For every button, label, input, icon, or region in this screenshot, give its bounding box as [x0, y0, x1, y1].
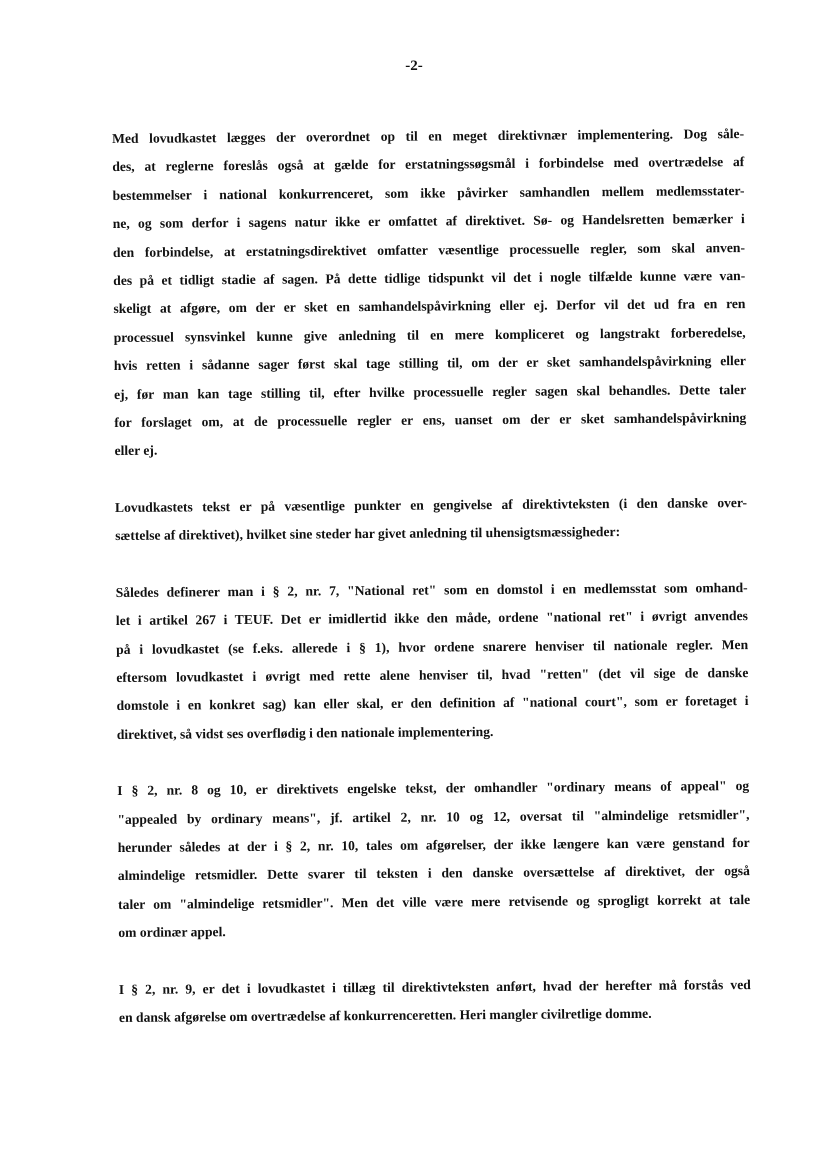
text-line: på i lovudkastet (se f.eks. allerede i § 1), hvor ordene snarere henviser til nationale regler. Men [116, 636, 749, 657]
text-line: I § 2, nr. 9, er det i lovudkastet i tillæg til direktivteksten anført, hvad der herefter må forstås ved [118, 976, 751, 997]
text-line: bestemmelser i national konkurrenceret, som ikke påvirker samhandlen mellem medlemsstater- [112, 182, 745, 203]
text-line: den forbindelse, at erstatningsdirektivet omfatter væsentlige processuelle regler, som skal anven- [112, 239, 746, 260]
text-line: I § 2, nr. 8 og 10, er direktivets engelske tekst, der omhandler "ordinary means of appeal" og [117, 778, 750, 799]
body-text [112, 120, 751, 1060]
text-line: ne, og som derfor i sagens natur ikke er omfattet af direktivet. Sø- og Handelsretten bemærker i [112, 211, 745, 232]
text-line: taler om "almindelige retsmidler". Men det ville være mere retvisende og sprogligt korrekt at tale [118, 891, 751, 912]
paragraph [116, 574, 749, 749]
text-line: eftersom lovudkastet i øvrigt med rette alene henviser til, hvad "retten" (det vil sige de danske [116, 664, 749, 685]
text-line: des på et tidligt stadie af sagen. På dette tidlige tidspunkt vil det i nogle tilfælde kunne være van- [113, 268, 746, 289]
text-line: des, at reglerne foreslås også at gælde for erstatningssøgsmål i forbindelse med overtrædelse af [112, 154, 745, 175]
text-line: Med lovudkastet lægges der overordnet op til en meget direktivnær implementering. Dog såle- [112, 126, 745, 146]
text-line: processuel synsvinkel kunne give anledning til en mere kompliceret og langstrakt forberedelse, [113, 324, 746, 345]
text-line: for forslaget om, at de processuelle regler er ens, uanset om der er sket samhandelspåvirkning [114, 410, 747, 431]
text-line: "appealed by ordinary means", jf. artikel 2, nr. 10 og 12, oversat til "almindelige retsmidler", [117, 806, 750, 827]
text-line: Lovudkastets tekst er på væsentlige punkter en gengivelse af direktivteksten (i den danske over- [114, 494, 748, 515]
paragraph [112, 120, 747, 466]
text-line: Således definerer man i § 2, nr. 7, "National ret" som en domstol i en medlemsstat som omhand- [115, 579, 748, 600]
text-line: direktivet, så vidst ses overflødig i den nationale implementering. [116, 723, 494, 742]
paragraph [115, 489, 747, 551]
text-line: almindelige retsmidler. Dette svarer til teksten i den danske oversættelse af direktivet, der også [117, 863, 750, 884]
text-line: eller ej. [114, 443, 158, 459]
text-line: domstole i en konkret sag) kan eller skal, er den definition af "national court", som er foretaget i [116, 693, 749, 714]
text-line: herunder således at der i § 2, nr. 10, tales om afgørelser, der ikke længere kan være genstand for [117, 834, 750, 855]
text-line: hvis retten i sådanne sager først skal tage stilling til, om der er sket samhandelspåvirkning eller [113, 353, 746, 374]
text-line: en dansk afgørelse om overtrædelse af konkurrenceretten. Heri mangler civilretlige domme. [118, 1005, 652, 1025]
text-line: skeligt at afgøre, om der er sket en samhandelspåvirkning eller ej. Derfor vil det ud fra en ren [113, 296, 746, 317]
paragraph [119, 971, 751, 1033]
text-line: sættelse af direktivet), hvilket sine steder har givet anledning til uhensigtsmæssigheder: [115, 524, 621, 544]
paragraph [117, 772, 750, 947]
page-number: -2- [405, 58, 423, 74]
text-line: let i artikel 267 i TEUF. Det er imidlertid ikke den måde, ordene "national ret" i øvrigt anvendes [115, 608, 748, 629]
text-line: ej, før man kan tage stilling til, efter hvilke processuelle regler sagen skal behandles. Dette taler [114, 381, 747, 402]
text-line: om ordinær appel. [118, 924, 226, 941]
